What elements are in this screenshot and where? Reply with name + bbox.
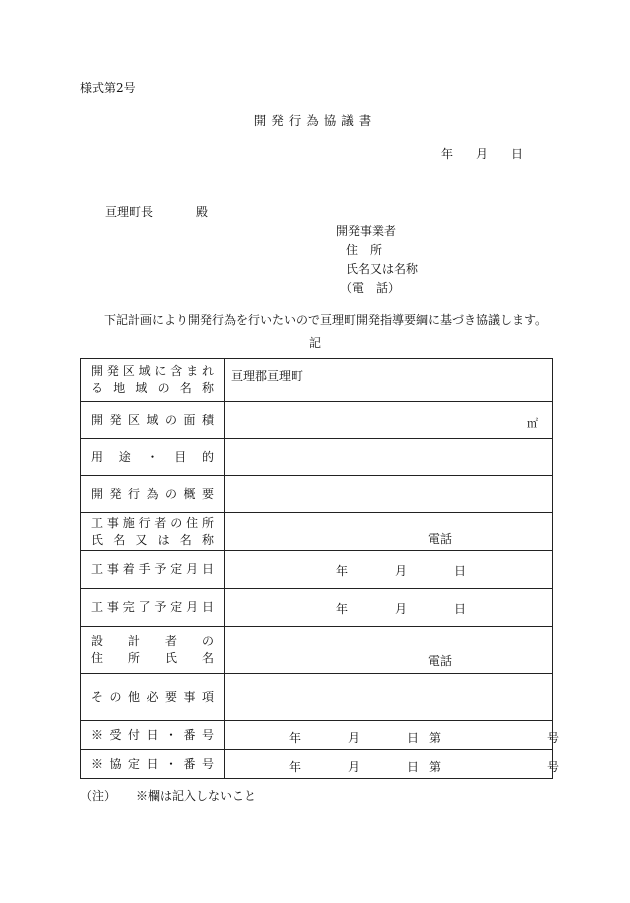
table-row <box>81 513 553 551</box>
ki-heading: 記 <box>308 336 321 350</box>
form-number: 様式第2号 <box>80 81 136 95</box>
other-field[interactable] <box>225 674 553 721</box>
table-row <box>81 750 553 779</box>
footnote-prefix: （注） <box>80 789 117 803</box>
outline-label: 開発行為の概要 <box>81 476 225 513</box>
agreement-go-label: 号 <box>547 760 560 774</box>
receipt-go-label: 号 <box>547 731 560 745</box>
receipt-year-label: 年 <box>289 731 302 745</box>
area-name-label-line1: 開発区域に含まれ <box>91 364 214 378</box>
square-meter-unit: ㎡ <box>527 417 538 430</box>
designer-label <box>81 627 225 674</box>
start-date-field[interactable] <box>225 551 553 589</box>
addressee-name: 亘理町長 <box>105 205 154 219</box>
table-row <box>81 721 553 750</box>
table-row <box>81 674 553 721</box>
end-date-label: 工事完了予定月日 <box>81 589 225 627</box>
applicant-name-label: 氏名又は名称 <box>346 262 419 276</box>
table-row <box>81 476 553 513</box>
contractor-label-line1: 工事施行者の住所 <box>91 515 214 530</box>
intro-sentence: 下記計画により開発行為を行いたいので亘理町開発指導要綱に基づき協議します。 <box>104 313 548 327</box>
date-day-label: 日 <box>511 147 524 161</box>
application-form-table <box>80 358 560 779</box>
start-month-label: 月 <box>395 564 408 578</box>
end-month-label: 月 <box>395 602 408 616</box>
applicant-block <box>336 222 418 298</box>
outline-field[interactable] <box>225 476 553 513</box>
other-label: その他必要事項 <box>81 674 225 721</box>
agreement-dai-label: 第 <box>429 760 442 774</box>
area-name-value: 亘理郡亘理町 <box>231 369 304 383</box>
designer-label-line2: 住所氏名 <box>91 651 214 665</box>
applicant-address-label: 住 所 <box>346 243 383 257</box>
addressee-honorific: 殿 <box>196 205 209 219</box>
receipt-label: ※受付日・番号 <box>81 721 225 750</box>
purpose-label: 用途・目的 <box>81 439 225 476</box>
applicant-phone-label: （電 話） <box>340 281 401 295</box>
table-row <box>81 359 553 402</box>
designer-tel-label: 電話 <box>428 654 453 668</box>
start-year-label: 年 <box>336 564 349 578</box>
contractor-field[interactable] <box>225 513 553 551</box>
footnote <box>80 790 256 802</box>
purpose-field[interactable] <box>225 439 553 476</box>
start-day-label: 日 <box>454 564 467 578</box>
agreement-day-label: 日 <box>407 760 420 774</box>
table-row <box>81 589 553 627</box>
table-row <box>81 627 553 674</box>
footnote-text: ※欄は記入しないこと <box>136 789 257 803</box>
agreement-label: ※協定日・番号 <box>81 750 225 779</box>
agreement-field[interactable] <box>225 750 560 779</box>
date-year-label: 年 <box>441 147 454 161</box>
agreement-month-label: 月 <box>348 760 361 774</box>
end-day-label: 日 <box>454 602 467 616</box>
end-date-field[interactable] <box>225 589 553 627</box>
contractor-tel-label: 電話 <box>428 532 453 546</box>
contractor-label <box>81 513 225 551</box>
document-title: 開発行為協議書 <box>253 113 377 128</box>
table-row <box>81 439 553 476</box>
end-year-label: 年 <box>336 602 349 616</box>
designer-label-line1: 設計者の <box>91 634 214 648</box>
start-date-label: 工事着手予定月日 <box>81 551 225 589</box>
receipt-dai-label: 第 <box>429 731 442 745</box>
applicant-heading: 開発事業者 <box>336 224 397 238</box>
table-row <box>81 551 553 589</box>
table-row <box>81 402 553 439</box>
agreement-year-label: 年 <box>289 760 302 774</box>
area-name-label-line2: る 地 域 の 名 称 <box>91 381 214 395</box>
contractor-label-line2: 氏名又は名称 <box>91 532 214 547</box>
receipt-day-label: 日 <box>407 731 420 745</box>
area-name-field[interactable] <box>225 359 553 402</box>
designer-field[interactable] <box>225 627 553 674</box>
area-size-field[interactable] <box>225 402 553 439</box>
date-month-label: 月 <box>476 147 489 161</box>
area-name-label <box>81 359 225 402</box>
area-size-label: 開発区域の面積 <box>81 402 225 439</box>
receipt-field[interactable] <box>225 721 560 750</box>
receipt-month-label: 月 <box>348 731 361 745</box>
